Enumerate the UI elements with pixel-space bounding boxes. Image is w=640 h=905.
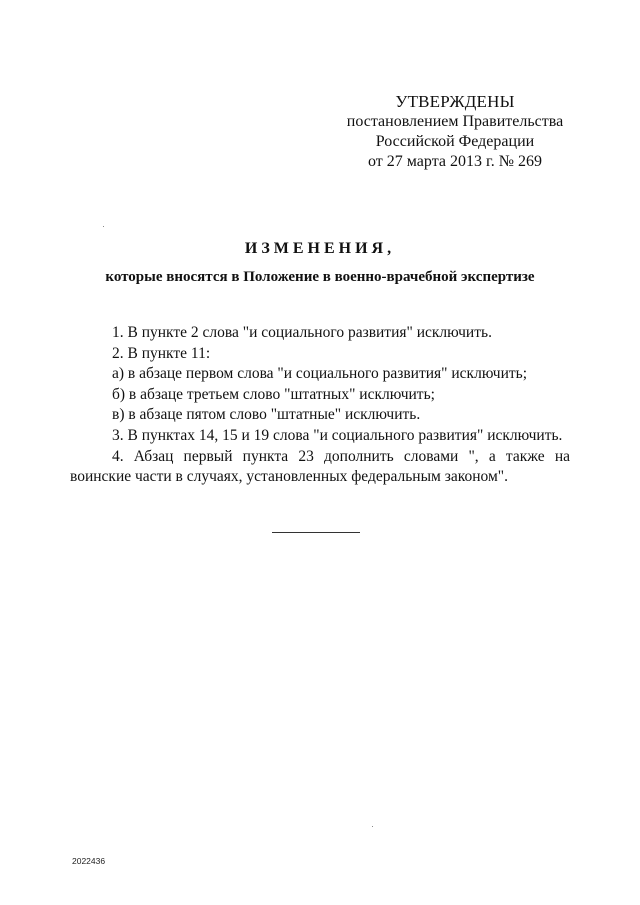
approval-title: УТВЕРЖДЕНЫ [395, 92, 515, 111]
scan-speck [103, 226, 104, 227]
list-item: 4. Абзац первый пункта 23 дополнить словами ", а также на воинские части в случаях, установленных федеральным законом". [70, 447, 570, 486]
document-title: ИЗМЕНЕНИЯ, [244, 240, 396, 257]
list-item: 3. В пунктах 14, 15 и 19 слова "и социального развития" исключить. [112, 426, 563, 444]
list-item: 1. В пункте 2 слова "и социального развития" исключить. [112, 324, 492, 341]
document-heading [0, 238, 640, 288]
end-divider [272, 532, 360, 533]
approval-line-country: Российской Федерации [375, 133, 535, 150]
approval-line-date: от 27 марта 2013 г. № 269 [368, 153, 542, 170]
list-item: а) в абзаце первом слова "и социального развития" исключить; [112, 365, 528, 383]
footer-document-code: 2022436 [72, 856, 106, 866]
approval-line-resolution: постановлением Правительства [346, 113, 564, 130]
document-subtitle: которые вносятся в Положение в военно-врачебной экспертизе [105, 269, 535, 285]
list-item: 2. В пункте 11: [112, 344, 211, 362]
document-body [70, 323, 570, 488]
approval-stamp [330, 92, 580, 172]
list-item: б) в абзаце третьем слово "штатных" исключить; [112, 385, 435, 403]
scan-speck [372, 826, 373, 827]
list-item: в) в абзаце пятом слово "штатные" исключить. [112, 406, 421, 424]
